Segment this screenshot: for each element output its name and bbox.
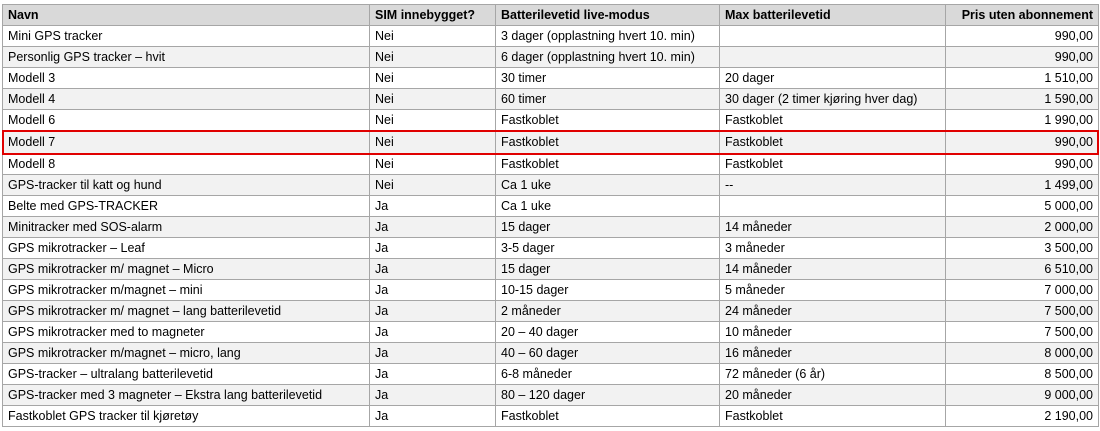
- header-pris: Pris uten abonnement: [946, 5, 1099, 26]
- header-max-batteri: Max batterilevetid: [720, 5, 946, 26]
- cell-batteri-live: 20 – 40 dager: [496, 322, 720, 343]
- cell-navn: GPS mikrotracker m/magnet – micro, lang: [3, 343, 370, 364]
- cell-navn: Modell 8: [3, 154, 370, 175]
- cell-batteri-live: 40 – 60 dager: [496, 343, 720, 364]
- cell-navn: Personlig GPS tracker – hvit: [3, 47, 370, 68]
- cell-sim: Ja: [370, 406, 496, 427]
- cell-batteri-live: 60 timer: [496, 89, 720, 110]
- table-row: [3, 26, 1099, 47]
- cell-sim: Ja: [370, 238, 496, 259]
- cell-max-batteri: [720, 196, 946, 217]
- table-row: [3, 301, 1099, 322]
- cell-navn: GPS-tracker – ultralang batterilevetid: [3, 364, 370, 385]
- cell-batteri-live: 15 dager: [496, 217, 720, 238]
- cell-pris: 1 590,00: [946, 89, 1099, 110]
- table-row: [3, 343, 1099, 364]
- table-row: [3, 217, 1099, 238]
- cell-batteri-live: 6-8 måneder: [496, 364, 720, 385]
- table-body: [3, 26, 1099, 427]
- cell-sim: Nei: [370, 68, 496, 89]
- cell-batteri-live: Ca 1 uke: [496, 196, 720, 217]
- cell-batteri-live: Fastkoblet: [496, 154, 720, 175]
- cell-max-batteri: --: [720, 175, 946, 196]
- table-row: [3, 238, 1099, 259]
- gps-tracker-comparison-table: [2, 4, 1099, 427]
- table-row: [3, 89, 1099, 110]
- cell-pris: 7 000,00: [946, 280, 1099, 301]
- header-batteri-live: Batterilevetid live-modus: [496, 5, 720, 26]
- cell-navn: Modell 4: [3, 89, 370, 110]
- cell-pris: 990,00: [946, 131, 1099, 154]
- cell-pris: 6 510,00: [946, 259, 1099, 280]
- cell-navn: Fastkoblet GPS tracker til kjøretøy: [3, 406, 370, 427]
- cell-max-batteri: 16 måneder: [720, 343, 946, 364]
- table-row: [3, 280, 1099, 301]
- cell-pris: 8 500,00: [946, 364, 1099, 385]
- cell-batteri-live: Fastkoblet: [496, 110, 720, 131]
- cell-max-batteri: 20 måneder: [720, 385, 946, 406]
- cell-navn: GPS mikrotracker m/magnet – mini: [3, 280, 370, 301]
- cell-max-batteri: 14 måneder: [720, 217, 946, 238]
- table-row: [3, 175, 1099, 196]
- cell-max-batteri: 30 dager (2 timer kjøring hver dag): [720, 89, 946, 110]
- table-row: [3, 154, 1099, 175]
- cell-sim: Ja: [370, 385, 496, 406]
- cell-sim: Nei: [370, 175, 496, 196]
- cell-max-batteri: 5 måneder: [720, 280, 946, 301]
- cell-pris: 1 990,00: [946, 110, 1099, 131]
- cell-pris: 1 499,00: [946, 175, 1099, 196]
- cell-batteri-live: 3 dager (opplastning hvert 10. min): [496, 26, 720, 47]
- cell-sim: Ja: [370, 196, 496, 217]
- cell-sim: Ja: [370, 280, 496, 301]
- cell-sim: Ja: [370, 301, 496, 322]
- cell-navn: Modell 3: [3, 68, 370, 89]
- cell-navn: GPS-tracker til katt og hund: [3, 175, 370, 196]
- cell-batteri-live: 2 måneder: [496, 301, 720, 322]
- cell-sim: Ja: [370, 343, 496, 364]
- cell-navn: GPS mikrotracker – Leaf: [3, 238, 370, 259]
- cell-pris: 990,00: [946, 154, 1099, 175]
- cell-max-batteri: 3 måneder: [720, 238, 946, 259]
- cell-batteri-live: 30 timer: [496, 68, 720, 89]
- cell-batteri-live: 6 dager (opplastning hvert 10. min): [496, 47, 720, 68]
- table-row: [3, 131, 1099, 154]
- cell-max-batteri: Fastkoblet: [720, 406, 946, 427]
- cell-sim: Ja: [370, 217, 496, 238]
- cell-pris: 2 000,00: [946, 217, 1099, 238]
- table-row: [3, 385, 1099, 406]
- cell-sim: Nei: [370, 47, 496, 68]
- cell-pris: 3 500,00: [946, 238, 1099, 259]
- cell-max-batteri: 14 måneder: [720, 259, 946, 280]
- cell-sim: Nei: [370, 26, 496, 47]
- cell-sim: Nei: [370, 89, 496, 110]
- cell-max-batteri: [720, 26, 946, 47]
- cell-pris: 7 500,00: [946, 301, 1099, 322]
- cell-sim: Nei: [370, 154, 496, 175]
- cell-max-batteri: Fastkoblet: [720, 154, 946, 175]
- cell-max-batteri: 24 måneder: [720, 301, 946, 322]
- cell-pris: 990,00: [946, 26, 1099, 47]
- cell-sim: Ja: [370, 364, 496, 385]
- cell-navn: Belte med GPS-TRACKER: [3, 196, 370, 217]
- cell-navn: GPS mikrotracker m/ magnet – lang batterilevetid: [3, 301, 370, 322]
- cell-batteri-live: Fastkoblet: [496, 406, 720, 427]
- cell-max-batteri: 10 måneder: [720, 322, 946, 343]
- table-row: [3, 47, 1099, 68]
- cell-max-batteri: Fastkoblet: [720, 110, 946, 131]
- cell-pris: 8 000,00: [946, 343, 1099, 364]
- cell-navn: GPS mikrotracker med to magneter: [3, 322, 370, 343]
- cell-batteri-live: 10-15 dager: [496, 280, 720, 301]
- cell-pris: 1 510,00: [946, 68, 1099, 89]
- cell-sim: Nei: [370, 110, 496, 131]
- table-row: [3, 259, 1099, 280]
- header-sim: SIM innebygget?: [370, 5, 496, 26]
- cell-max-batteri: 72 måneder (6 år): [720, 364, 946, 385]
- cell-navn: GPS mikrotracker m/ magnet – Micro: [3, 259, 370, 280]
- table-row: [3, 322, 1099, 343]
- cell-sim: Ja: [370, 322, 496, 343]
- cell-pris: 9 000,00: [946, 385, 1099, 406]
- cell-pris: 990,00: [946, 47, 1099, 68]
- table-row: [3, 406, 1099, 427]
- table-row: [3, 196, 1099, 217]
- cell-batteri-live: Fastkoblet: [496, 131, 720, 154]
- cell-navn: Modell 6: [3, 110, 370, 131]
- table-row: [3, 68, 1099, 89]
- cell-max-batteri: Fastkoblet: [720, 131, 946, 154]
- cell-batteri-live: 80 – 120 dager: [496, 385, 720, 406]
- cell-navn: GPS-tracker med 3 magneter – Ekstra lang batterilevetid: [3, 385, 370, 406]
- cell-sim: Nei: [370, 131, 496, 154]
- cell-pris: 2 190,00: [946, 406, 1099, 427]
- cell-max-batteri: 20 dager: [720, 68, 946, 89]
- cell-sim: Ja: [370, 259, 496, 280]
- cell-navn: Minitracker med SOS-alarm: [3, 217, 370, 238]
- header-navn: Navn: [3, 5, 370, 26]
- cell-batteri-live: 3-5 dager: [496, 238, 720, 259]
- header-row: [3, 5, 1099, 26]
- table-row: [3, 364, 1099, 385]
- cell-batteri-live: Ca 1 uke: [496, 175, 720, 196]
- cell-max-batteri: [720, 47, 946, 68]
- cell-navn: Modell 7: [3, 131, 370, 154]
- cell-pris: 7 500,00: [946, 322, 1099, 343]
- cell-navn: Mini GPS tracker: [3, 26, 370, 47]
- cell-batteri-live: 15 dager: [496, 259, 720, 280]
- table-row: [3, 110, 1099, 131]
- cell-pris: 5 000,00: [946, 196, 1099, 217]
